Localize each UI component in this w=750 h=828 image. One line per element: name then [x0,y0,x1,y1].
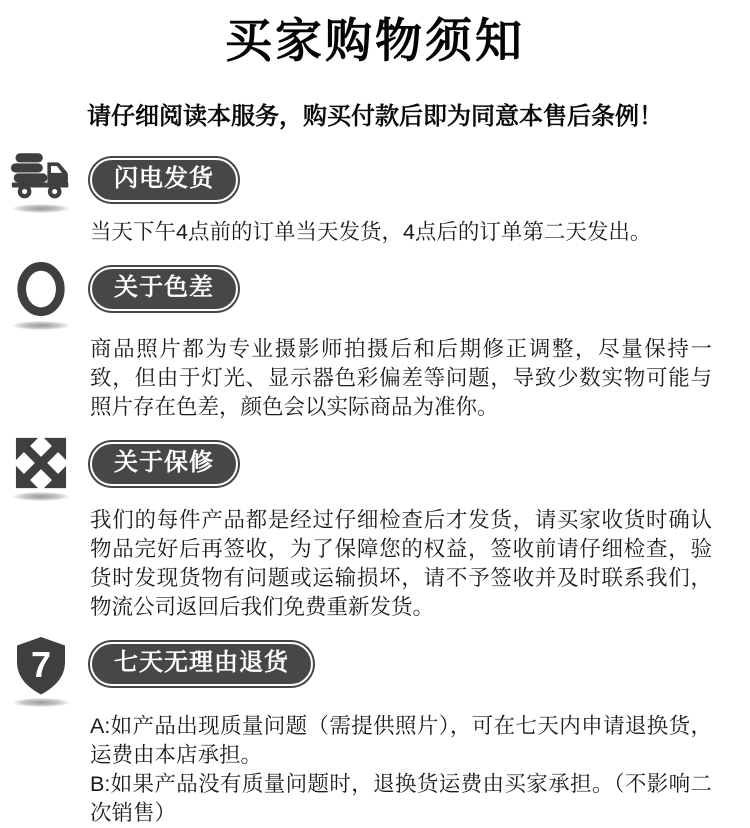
section-body [90,218,712,247]
section-body [90,335,712,422]
section-badge [90,267,238,311]
section-badge-label: 关于色差 [114,274,214,301]
icon-shadow [12,492,70,501]
section-body-line-b: B:如果产品没有质量问题时，退换货运费由买家承担。（不影响二次销售） [90,772,712,825]
section-badge [90,158,238,202]
section-badge-label: 关于保修 [114,449,214,476]
section-badge [90,442,238,486]
shield-7-icon [13,636,69,696]
section-body-line-a: A:如产品出现质量问题（需提供照片），可在七天内申请退换货，运费由本店承担。 [90,714,712,767]
section-head [6,636,730,707]
icon-column [6,636,76,707]
section-body-text: 当天下午4点前的订单当天发货，4点后的订单第二天发出。 [90,220,652,244]
page-title: 买家购物须知 [225,14,525,67]
truck-icon [10,152,72,202]
section-warranty [6,436,730,622]
shield-number: 7 [30,644,52,685]
section-body-text: 商品照片都为专业摄影师拍摄后和后期修正调整，尽量保持一致，但由于灯光、显示器色彩偏差等问题，导致少数实物可能与照片存在色差，颜色会以实际商品为准你。 [90,337,712,419]
section-badge-label: 七天无理由退货 [114,649,289,676]
page-subtitle: 请仔细阅读本服务，购买付款后即为同意本售后条例！ [87,103,663,130]
section-color-difference [6,261,730,422]
section-fast-shipping [6,152,730,247]
icon-column [6,436,76,501]
section-badge [90,642,313,686]
icon-shadow [12,204,70,213]
section-body [90,712,712,828]
icon-column [6,261,76,330]
section-badge-label: 闪电发货 [114,165,214,192]
section-head [6,261,730,330]
section-seven-day-returns [6,636,730,828]
section-body-text: 我们的每件产品都是经过仔细检查后才发货，请买家收货时确认物品完好后再签收，为了保障您的权益，签收前请仔细检查，验货时发现货物有问题或运输损坏，请不予签收并及时联系我们，物流公司返回后我们免费重新发货。 [90,508,712,619]
icon-shadow [12,698,70,707]
ring-icon [14,261,68,319]
section-body [90,506,712,622]
section-head [6,436,730,501]
icon-shadow [12,321,70,330]
section-head [6,152,730,213]
expand-arrows-icon [14,436,68,490]
icon-column [6,152,76,213]
